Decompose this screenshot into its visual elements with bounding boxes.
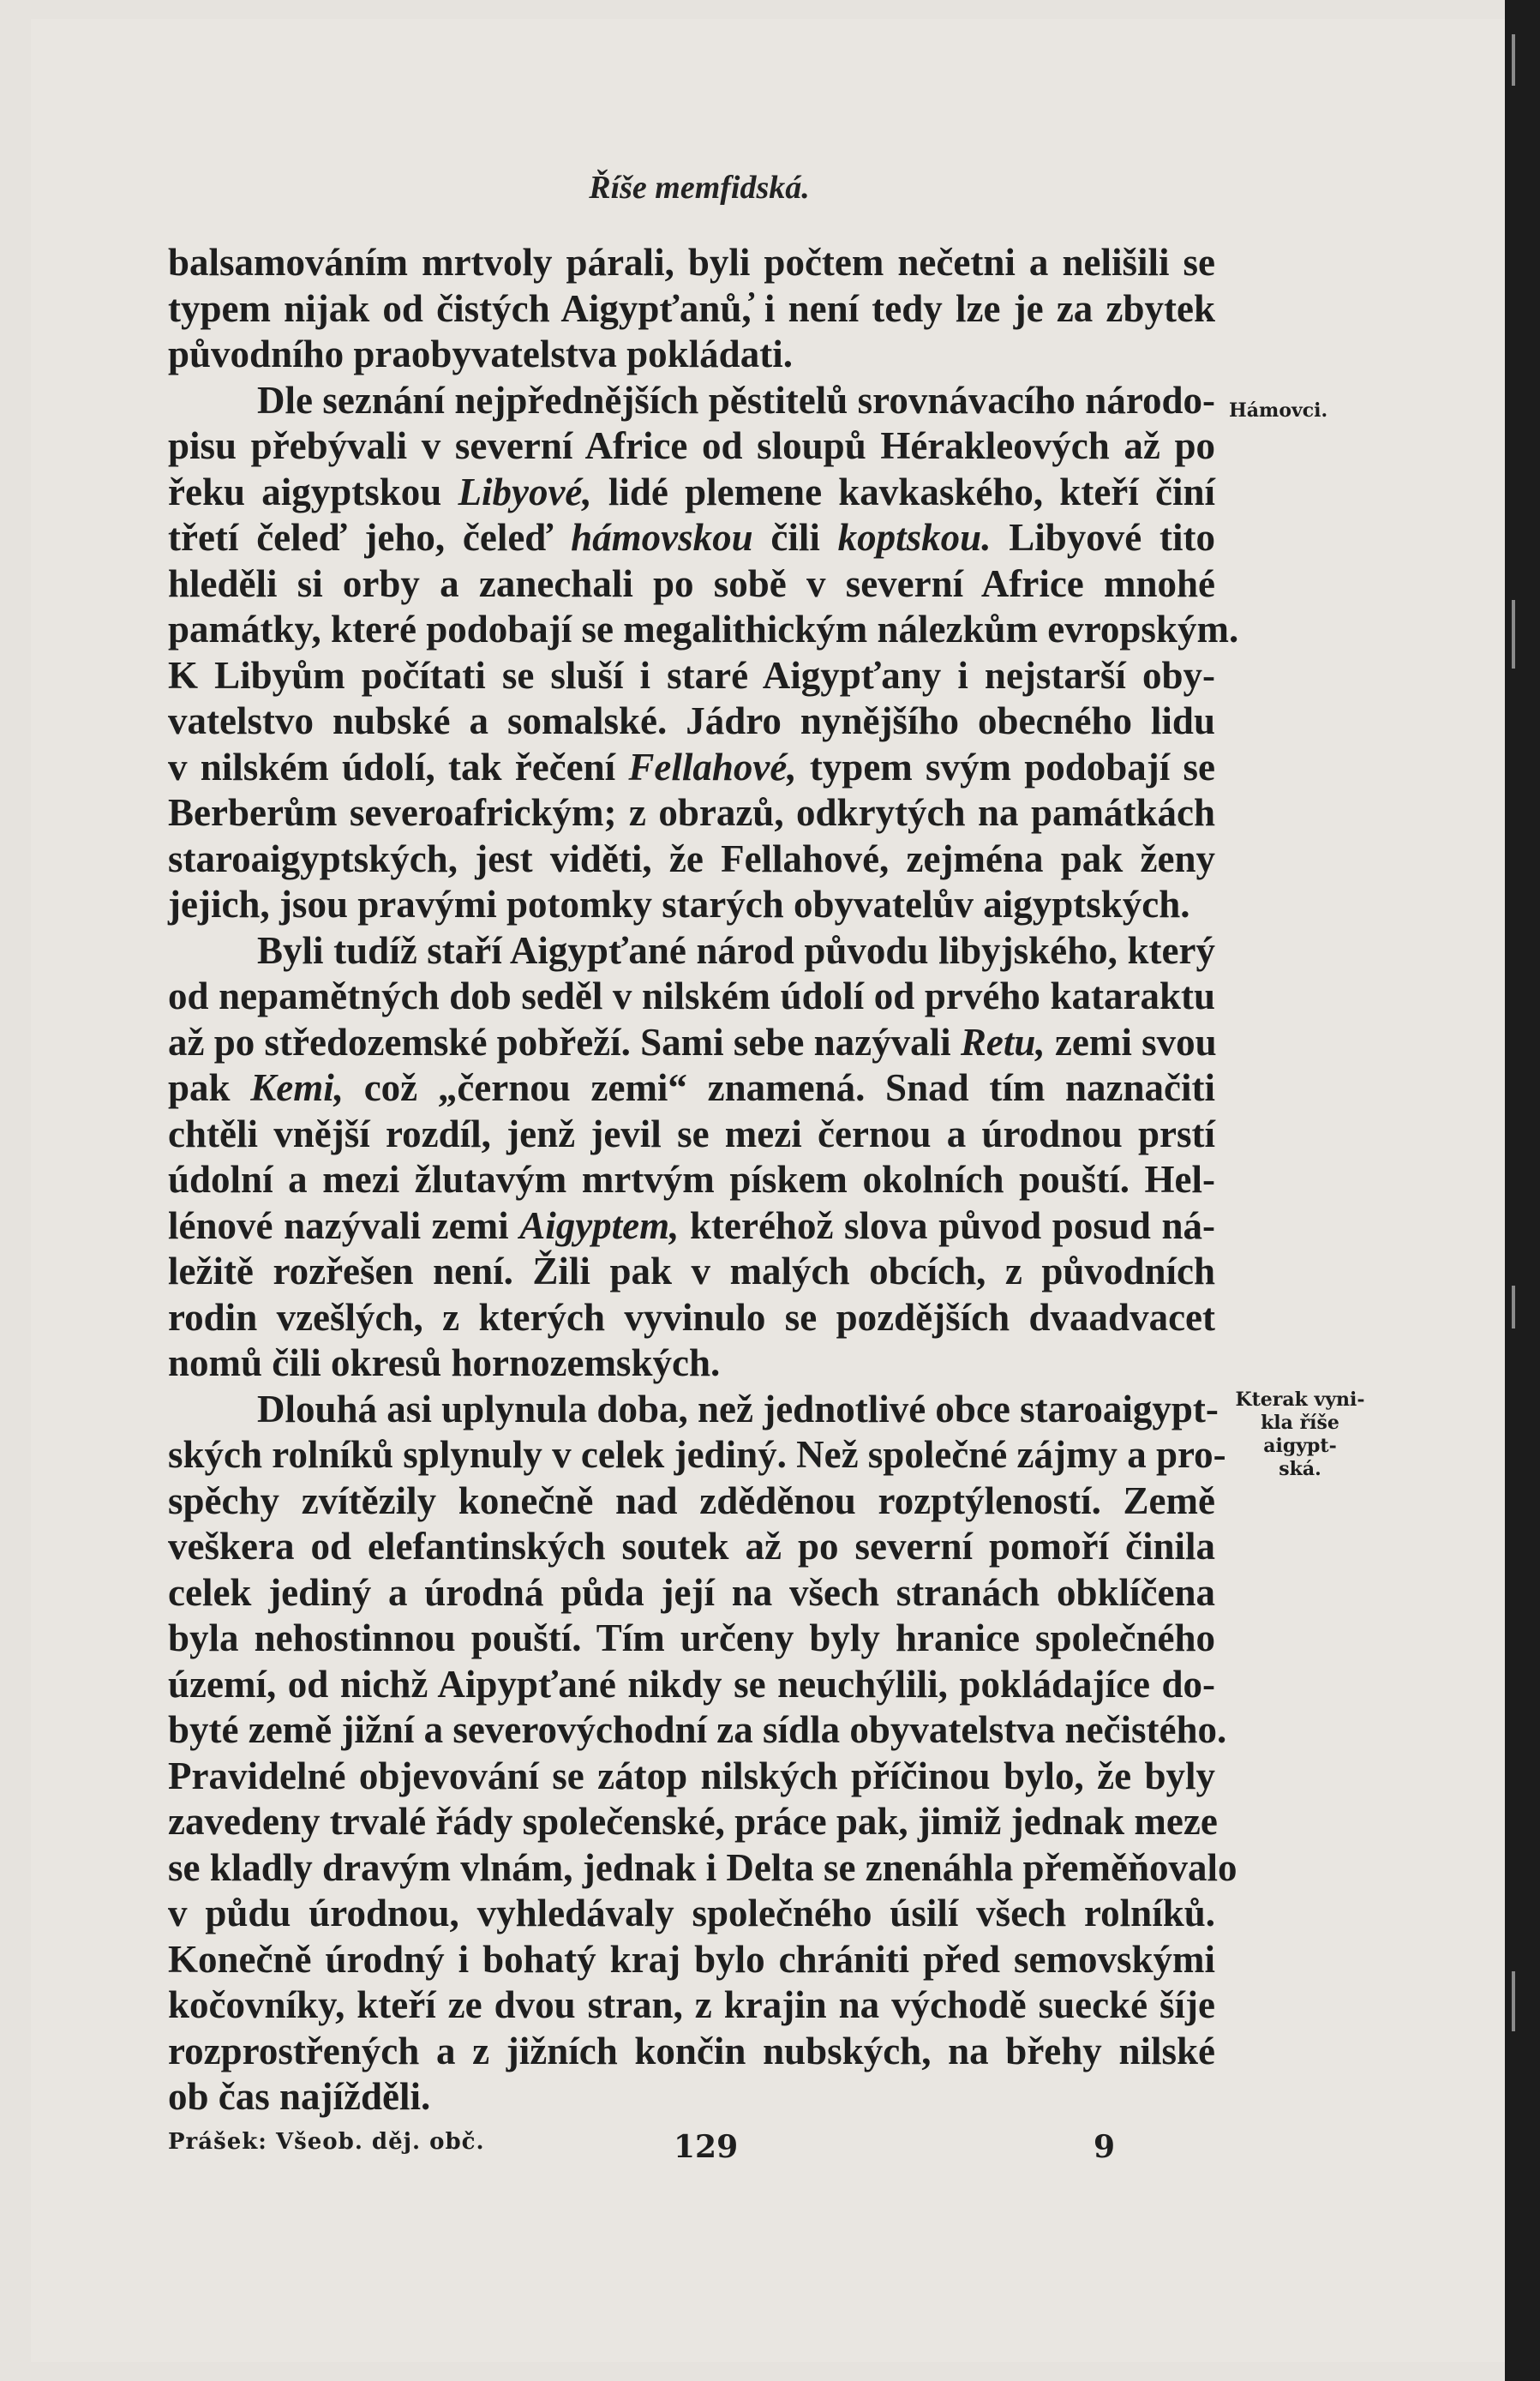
text-line: Dlouhá asi uplynula doba, než jednotlivé obce staroaigypt- — [257, 1387, 1219, 1430]
text-line: K Libyům počítati se sluší i staré Aigypťany i nejstarší oby- — [168, 653, 1215, 697]
margin-note-kingdom: Kterak vyni- kla říše aigypt- ská. — [1235, 1388, 1365, 1480]
text-line: vatelstvo nubské a somalské. Jádro nynějšího obecného lidu — [168, 699, 1215, 742]
text-line: se kladly dravým vlnám, jednak i Delta se znenáhla přeměňovalo — [168, 1845, 1237, 1889]
text-line: ských rolníků splynuly v celek jediný. Než společné zájmy a pro- — [168, 1433, 1226, 1476]
text-line: v půdu úrodnou, vyhledávaly společného úsilí všech rolníků. — [168, 1892, 1215, 1934]
text-line: pisu přebývali v severní Africe od sloupů Hérakleových až po — [168, 424, 1215, 467]
edge-mark — [1512, 1286, 1515, 1328]
scan-edge — [1505, 0, 1540, 2381]
edge-mark — [1512, 34, 1515, 86]
text-line: údolní a mezi žlutavým mrtvým pískem okolních pouští. Hel- — [168, 1158, 1215, 1201]
page-number: 129 — [674, 2129, 739, 2165]
text-line: veškera od elefantinských soutek až po severní pomoří činila — [168, 1525, 1215, 1568]
text-line: rodin vzešlých, z kterých vyvinulo se pozdějších dvaadvacet — [168, 1295, 1215, 1339]
margin-note-hamovci: Hámovci. — [1229, 399, 1328, 422]
text-line: byla nehostinnou pouští. Tím určeny byly hranice společného — [168, 1616, 1215, 1659]
text-line: od nepamětných dob seděl v nilském údolí od prvého kataraktu — [168, 975, 1215, 1017]
text-line: Dle seznání nejpřednějších pěstitelů srovnávacího národo- — [257, 378, 1215, 422]
text-line: až po středozemské pobřeží. Sami sebe nazývali Retu, zemi svou — [168, 1020, 1217, 1064]
text-line: staroaigyptských, jest viděti, že Fellahové, zejména pak ženy — [168, 837, 1215, 880]
edge-mark — [1512, 600, 1515, 669]
text-line: památky, které podobají se megalithickým nálezkům evropským. — [168, 608, 1239, 651]
text-line: Konečně úrodný i bohatý kraj bylo chrániti před semovskými — [168, 1937, 1215, 1981]
text-line: rozprostřených a z jižních končin nubských, na břehy nilské — [168, 2029, 1215, 2072]
text-line: původního praobyvatelstva pokládati. — [168, 333, 793, 375]
text-line: ležitě rozřešen není. Žili pak v malých obcích, z původních — [168, 1250, 1215, 1292]
footer-signature: Prášek: Všeob. děj. obč. — [168, 2129, 485, 2155]
text-line: typem nijak od čistých Aigypťanů,̓ i není tedy lze je za zbytek — [168, 286, 1215, 330]
text-line: nomů čili okresů hornozemských. — [168, 1341, 721, 1384]
text-line: lénové nazývali zemi Aigyptem, kteréhož slova původ posud ná- — [168, 1203, 1215, 1247]
running-head: Říše memfidská. — [589, 170, 810, 206]
text-line: celek jediný a úrodná půda její na všech stranách obklíčena — [168, 1570, 1215, 1614]
text-line: třetí čeleď jeho, čeleď hámovskou čili koptskou. Libyové tito — [168, 516, 1215, 559]
text-line: řeku aigyptskou Libyové, lidé plemene kavkaského, kteří činí — [168, 470, 1215, 513]
text-line: kočovníky, kteří ze dvou stran, z krajin na východě suecké šíje — [168, 1983, 1215, 2026]
text-line: ob čas najížděli. — [168, 2075, 431, 2118]
text-line: zavedeny trvalé řády společenské, práce pak, jimiž jednak meze — [168, 1800, 1218, 1843]
text-line: Berberům severoafrickým; z obrazů, odkrytých na památkách — [168, 791, 1215, 834]
body-text — [168, 240, 1239, 2120]
book-page — [31, 19, 1505, 2362]
text-line: jejich, jsou pravými potomky starých obyvatelův aigyptských. — [168, 883, 1190, 926]
text-line: pak Kemi, což „černou zemi“ znamená. Snad tím naznačiti — [168, 1066, 1215, 1109]
text-line: byté země jižní a severovýchodní za sídla obyvatelstva nečistého. — [168, 1708, 1227, 1751]
text-line: Pravidelné objevování se zátop nilských příčinou bylo, že byly — [168, 1754, 1215, 1797]
text-line: v nilském údolí, tak řečení Fellahové, typem svým podobají se — [168, 745, 1215, 789]
text-line: chtěli vnější rozdíl, jenž jevil se mezi černou a úrodnou prstí — [168, 1112, 1215, 1155]
text-line: balsamováním mrtvoly párali, byli počtem nečetni a nelišili se — [168, 241, 1215, 284]
edge-mark — [1512, 1971, 1515, 2031]
text-line: spěchy zvítězily konečně nad zděděnou rozptýleností. Země — [168, 1478, 1215, 1522]
sheet-number: 9 — [1094, 2129, 1116, 2165]
text-line: Byli tudíž staří Aigypťané národ původu libyjského, který — [257, 928, 1215, 972]
text-line: území, od nichž Aipypťané nikdy se neuchýlili, pokládajíce do- — [168, 1662, 1215, 1706]
text-line: hleděli si orby a zanechali po sobě v severní Africe mnohé — [168, 561, 1215, 605]
